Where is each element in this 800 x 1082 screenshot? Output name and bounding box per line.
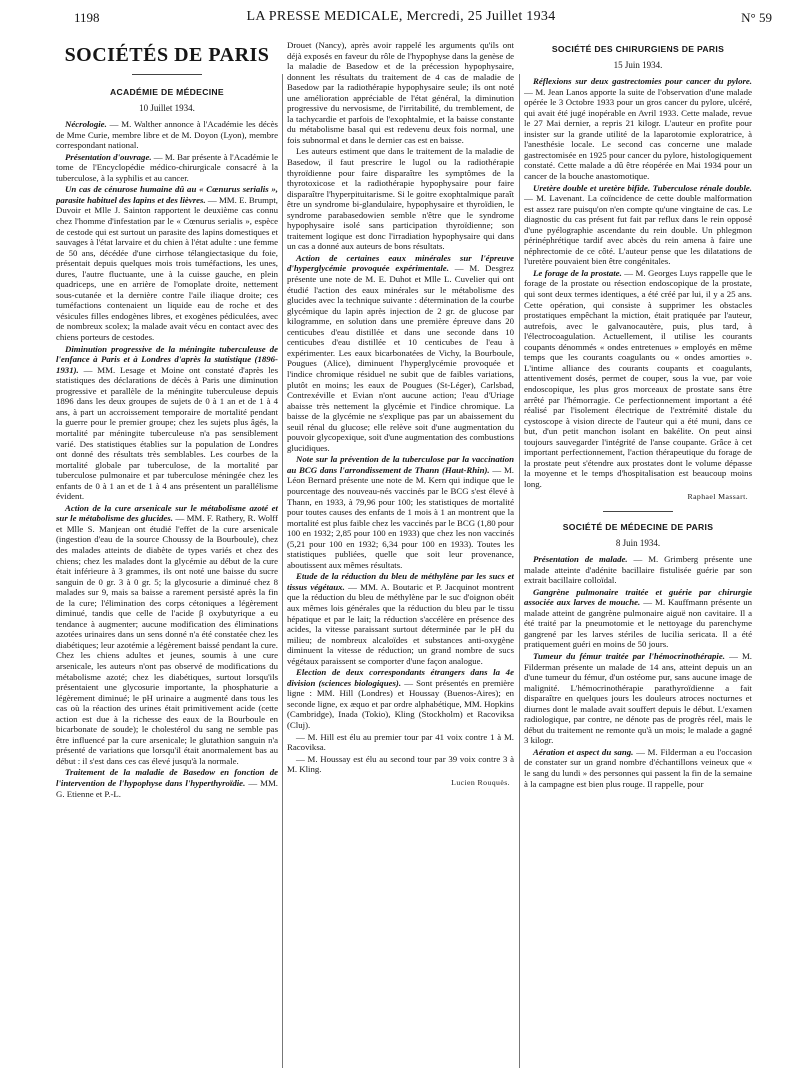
paragraph [524,747,752,789]
paragraph-lead: Etude de la réduction du bleu de méthylène par les sucs et tissus végétaux. [287,571,514,592]
section-date: 10 Juillet 1934. [139,102,195,113]
paragraph-text: Les auteurs estiment que dans le traitement de la maladie de Basedow, il faut prescrire le lugol ou la radiothérapie thyroïdienne pour faire disparaître les symptômes de la thyrotoxicose et la radiothérapie hypophysaire pour faire disparaître l'hyperpituitarisme. Si le goitre exophtalmique paraît être un syndrome bi-glandulaire, hypophysaire et thyroïdien, le syndrome parabasedowien semble n'être que le syndrome hypophysaire isolé sans participation thyroïdienne; son traitement logique est donc l'irradiation hypophysaire qui dans un cas a donné aux auteurs de bons résultats. [287,146,514,252]
paragraph-text: — Sont présentés en première ligne : MM. Hill (Londres) et Houssay (Buenos-Aires); en seconde ligne, ex æquo et par ordre alphabétique, MM. Hopkins (Cambridge), Inada (Tokio), Kling (Stockholm) et Racoviksa (Cluj). [287,677,514,730]
paragraph [287,454,514,570]
column-2 [287,40,514,1072]
paragraph [287,40,514,145]
paragraph [287,667,514,730]
section-title: SOCIÉTÉ DES CHIRURGIENS DE PARIS [551,44,725,54]
paragraph [287,571,514,666]
paragraph-text: — M. Georges Luys rappelle que le forage de la prostate ou résection endoscopique de la prostate, qui sont deux termes identiques, a été créé par lui, il y a 25 ans. Cette opération, qui consiste à supprimer les obstacles prostatiques empêchant la miction, était pratiquée par l'auteur, autrefois, avec le galvanocautère, puis, plus tard, à l'électrocoagulation. Actuellement, il utilise les courants coupants dénommés « ondes entretenues » employés en même temps que les courants coagulants ou « ondes amorties ». L'intime alliance des courants coupants et coagulants, attentivement dosés, permet de couper, sous la vue, par voie endoscopique, les plus gros morceaux de prostate sans être arrêté par l'hémorragie. Ce perfectionnement important a été réalisé par l'isolement électrique de l'extrémité distale du cystoscope à vision directe de l'auteur qui a été muni, dans ce but, d'un petit manchon isolant en bakélite. On peut ainsi toujours sauvegarder l'intégrité de l'anse coupante. Grâce à cet important perfectionnement, l'action thérapeutique du forage de la prostate peut s'étendre aux prostates dont le volume dépasse la moyenne et le temps d'hospitalisation est beaucoup moins long. [524,267,752,489]
running-header [22,8,780,28]
paragraph-text: — M. Desgrez présente une note de M. E. Duhot et Mlle L. Cuvelier qui ont étudié l'action des eaux minérales sur le métabolisme des glucides avec la technique suivante : détermination de la courbe glycémique du lapin après injection de 2 gr. de glucose par kilogramme, en solution dans une première épreuve dans 20 centicubes d'eau distillée et dans une seconde dans 10 centicubes d'eau distillée et 10 centicubes de l'eau à expérimenter. Les eaux bicarbonatées de Vichy, la Bourboule, Pougues (Alice), diminuent l'hyperglycémie provoquée et l'indice chromique résiduel ne subit que de faibles variations, plutôt en moins; les eaux de Pougues (St-Léger), Carlsbad, Contrexéville et Evian n'ont aucune action; l'eau d'Uriage abaisse très nettement la glycémie et l'indice chromique. La baisse de la glycémie ne s'explique pas par un abaissement du seuil rénal du glucose; elle relève soit d'une augmentation du pouvoir glycopexique, soit d'une augmentation des combustions glucidiques. [287,263,514,453]
issue-number: N° 59 [741,10,772,25]
paragraph-text: — M. Jean Lanos apporte la suite de l'observation d'une malade opérée le 3 Octobre 1933 pour un gros cancer du pylore, ulcéré, qui avait été jugé inopérable en Avril 1933. Cette malade, revue le 27 Mai dernier, a repris 21 kilogr. L'auteur en profite pour insister sur la grande utilité de la laparotomie exploratrice, à l'anesthésie locale. Le second cas concerne une malade gastrectomisée en 1925 pour cancer du pylore, histologiquement constaté. Cette malade a dû être réopérée en Mai 1934 pour un cancer de la bouche anastomotique. [524,86,752,182]
paragraph [524,587,752,650]
paragraph-lead: Tumeur du fémur traitée par l'hémocrinothérapie. [533,650,725,661]
page-number: 1198 [74,10,100,25]
paragraph [524,651,752,746]
paragraph-lead: Action de certaines eaux minérales sur l'épreuve d'hyperglycémie provoquée expérimentale. [287,252,514,274]
paragraph [524,268,752,489]
paragraph-text: — MM. E. Brumpt, Duvoir et Mlle J. Sainton rapportent le deuxième cas connu chez l'homme d'infestation par le « Cœnurus serialis », espèce de cestode qui est surtout un parasite des lapins domestiques et sauvages à l'état larvaire et du chien à l'état adulte : une femme de 50 ans, décédée d'une cirrhose télangiectasique du foie, présentait depuis quelques mois trois tuméfactions, les unes, dures, l'autre fluctuante, une à la cuisse gauche, en plein quadriceps, une en arrière de l'omoplate droite, nettement sous-cutanée et la dernière contre l'aile iliaque droite; ces tuméfactions contenaient un liquide eau de roche et des vésicules filles endogènes libres, et exogènes pédiculées, avec de nombreux scolex; la malade avait vécu en contact avec des chiens porteurs de cestodes. [56,194,278,343]
paragraph [524,76,752,181]
column-3 [524,40,752,1072]
paragraph-lead: Réflexions sur deux gastrectomies pour cancer du pylore. [533,76,752,87]
paragraph [56,503,278,767]
section-date: 15 Juin 1934. [613,59,663,70]
paragraph [56,767,278,799]
paragraph-lead: Le forage de la prostate. [533,267,622,278]
paragraph-lead: Traitement de la maladie de Basedow en fonction de l'intervention de l'hypophyse dans l'hyperthyroïdie. [56,767,278,788]
paragraph-list [524,554,752,789]
paragraph-list [56,119,278,799]
paragraph-lead: Présentation de malade. [533,554,628,565]
paragraph-lead: Gangrène pulmonaire traitée et guérie par chirurgie associée aux larves de mouche. [524,586,752,608]
paragraph [524,554,752,586]
journal-line: LA PRESSE MEDICALE, Mercredi, 25 Juillet 1934 [246,9,556,24]
paragraph-lead: Action de la cure arsenicale sur le métabolisme azoté et sur le métabolisme des glucides. [56,502,278,524]
paragraph-text: — M. Bar présente à l'Académie le tome de l'Encyclopédie médico-chirurgicale consacré à la tuberculose, à la syphilis et au cancer. [56,151,278,183]
column-rule [282,74,283,1068]
paragraph [287,146,514,251]
paragraph-lead: Diminution progressive de la méningite tuberculeuse de l'enfance à Paris et à Londres d'après la statistique (1896-1931). [56,343,278,375]
paragraph-lead: Nécrologie. [65,119,107,130]
paragraph-lead: Note sur la prévention de la tuberculose par la vaccination au BCG dans l'arrondissement de Thann (Haut-Rhin). [287,454,514,475]
paragraph-text: — MM. G. Etienne et P.-L. [56,778,278,799]
paragraph [56,344,278,502]
title-divider [132,74,202,75]
paragraph-list [524,76,752,489]
column-rule [519,74,520,1068]
paragraph-text: — M. Filderman a eu l'occasion de constater sur un grand nombre d'échantillons veineux que « le sang du lundi » des personnes qui passent la fin de la semaine à la campagne est bien plus rouge. Il rappelle, pour [524,746,752,789]
paragraph-text: — M. Hill est élu au premier tour par 41 voix contre 1 à M. Racoviksa. [287,731,514,753]
paragraph [287,253,514,453]
paragraph-lead: Un cas de cénurose humaine dû au « Cœnurus serialis », parasite habituel des lapins et des lièvres. [56,184,278,205]
paragraph-text: — MM. Lesage et Moine ont constaté d'après les statistiques des déclarations de décès à Paris une diminution progressive et parallèle de la méningite tuberculeuse depuis 1896 dans les deux groupes de sujets de 0 à 1 an et de 1 à 4 ans, à part un accroissement temporaire de mortalité pendant la guerre pour le premier groupe; chez les sujets plus âgés, la mortalité par méningite tuberculeuse n'a pas sensiblement varié. Des statistiques établies sur la population de Londres ont donné des résultats très semblables. Les courbes de la mortalité globale par tuberculose, de la mortalité par tuberculose pulmonaire et par tuberculose méningée chez les enfants de 0 à 1 an et de 1 à 4 ans présentent un parallélisme évident. [56,364,278,502]
paragraph [287,754,514,775]
paragraph [524,183,752,267]
paragraph-text: — M. Lavenant. La coïncidence de cette double malformation est assez rare puisqu'on n'en compte qu'une vingtaine de cas. Le diagnostic du cas présent fut fait par reflux dans le rein opposé d'une pyélographie ascendante du rein double. Un phlegmon périnéphrétique tardif avec abcès du rein amena à faire une néphrectomie de ce côté. L'auteur pense que les dilatations de l'uretère pouvaient bien être congénitales. [524,193,752,267]
paragraph-text: — MM. F. Rathery, R. Wolff et Mlle S. Manjean ont étudié l'effet de la cure arsenicale (ingestion d'eau de la source Choussy de la Bourboule), chez des malades atteints de diabète de types variés et chez des chiens; chez les malades dont la glycémie au début de la cure était inférieure à 3 grammes, ils ont noté une baisse du sucre sanguin de 0 gr. 3 à 0 gr. 5; la glycosurie a diminué chez 8 malades sur 9, mais sa baisse a rarement persisté après la fin de la cure; l'élimination des corps cétoniques a légèrement diminué, tandis que celle de l'acide β oxybutyrique a eu tendance à augmenter; aucune modification des éliminations azotées urinaires dans un sens donné n'a été constatée chez les diabétiques; leur azotémie a légèrement baissé pendant la cure. Chez les chiens adultes et jeunes, soumis à une cure arsenicale, les auteurs n'ont pas observé de modifications du métabolisme azoté; chez les diabétiques, surtout lorsqu'ils présentaient une glycosurie importante, la phosphaturie a légèrement diminué; le pH urinaire a augmenté dans tous les cas où la réaction des urines était primitivement acide (cette action est due à la richesse des eaux de la Bourboule en bicarbonate de soude); le cholestérol du sang ne semble pas être influencé par la cure arsenicale; le glutathion sanguin n'a présenté de variations que lorsqu'il était anormalement bas au début : il s'est dans ces cas élevé jusqu'à la normale. [56,513,278,766]
paragraph [287,732,514,753]
paragraph-text: — M. Walther annonce à l'Académie les décès de Mme Curie, membre libre et de M. Doyon (Lyon), membre correspondant national. [56,119,278,151]
section-date: 8 Juin 1934. [615,537,661,548]
paragraph-lead: Aération et aspect du sang. [533,746,634,757]
paragraph-text: — MM. A. Boutaric et P. Jacquinot montrent que la réduction du bleu de méthylène par le suc d'oignon obéit aux mêmes lois générales que la réduction du bleu par le tissu hépatique et par le lait; la réduction s'accélère en présence des acides, la vitesse paraissant surtout déterminée par le pH du milieu; de nombreux alcaloïdes et substances anti-oxygène diminuent la vitesse de réduction; un grand nombre de sucs végétaux paraissent se comporter d'une façon analogue. [287,581,514,666]
paragraph [56,119,278,151]
paragraph-text: Drouet (Nancy), après avoir rappelé les arguments qu'ils ont déjà exposés en faveur du rôle de l'hypophyse dans la genèse de la maladie de Basedow et de la précession hypophysaire, donnent les résultats du traitement de 4 cas de maladie de Basedow par la radiothérapie hypophysaire seule; ils ont noté une amélioration appréciable de l'état général, la diminution progressive du nervosisme, de l'irritabilité, du tremblement, de la tachycardie et parfois de l'exophtalmie, et la baisse constante du métabolisme basal qui est redevenu deux fois normal, une fois subnormal et dans le dernier cas est en baisse. [287,40,514,145]
page-title: SOCIÉTÉS DE PARIS [64,44,270,66]
paragraph-list [287,40,514,775]
section-divider [603,511,673,512]
paragraph-text: — M. Filderman présente un malade de 14 ans, atteint depuis un an d'une tumeur du fémur, d'un ostéome pur, sans aucune image de malignité. L'hémocrinothérapie parathyroïdienne a fait disparaître en quelques jours les douleurs atroces nocturnes et diurnes dont le malade avait souffert depuis le début. L'examen radiologique, par contre, ne dénote pas de progrès réel, mais le début du traitement ne remonte qu'à un mois; le malade a gagné 3 kilogr. [524,650,752,746]
section-title: ACADÉMIE DE MÉDECINE [110,87,224,97]
paragraph-lead: Présentation d'ouvrage. [65,151,152,162]
paragraph [56,152,278,184]
author-signature: Raphael Massart. [687,492,748,502]
paragraph-text: — M. Léon Bernard présente une note de M. Kern qui indique que le pourcentage des nouveau-nés vaccinés par le BCG s'est élevé à Thann, en 1933, à 79,96 pour 100; les statistiques de mortalité pour toutes causes des enfants de 1 mois à 1 an montrent que la mortalité est plus faible chez les vaccinés par le BCG (1,80 pour 100 en 1932; 2,85 pour 100 en 1933) que chez les non vaccinés (5,21 pour 100 en 1932; 6,34 pour 100 en 1933). Toutes les statistiques publiées, quelle que soit leur provenance, aboutissent aux mêmes résultats. [287,464,514,570]
author-signature: Lucien Rouquès. [451,777,510,787]
paragraph-lead: Uretère double et uretère bifide. Tuberculose rénale double. [533,182,752,193]
paragraph-lead: Election de deux correspondants étrangers dans la 4e division (sciences biologiques). [287,667,514,688]
paragraph [56,184,278,342]
paragraph-text: — M. Grimberg présente une malade atteinte d'adénite bacillaire fistulisée guérie par son extrait bacillaire colloïdal. [524,554,752,586]
paragraph-text: — M. Houssay est élu au second tour par 39 voix contre 3 à M. Kling. [287,753,514,775]
section-title: SOCIÉTÉ DE MÉDECINE DE PARIS [562,521,714,532]
paragraph-text: — M. Kauffmann présente un malade atteint de gangrène pulmonaire aiguë non cavitaire. Il a été traité par la pneumotomie et le nettoyage du parenchyme gangrené par les larves stériles de lucilia sericata. Il a été pratiquement guéri en moins de 50 jours. [524,597,752,650]
column-1 [56,40,278,1072]
